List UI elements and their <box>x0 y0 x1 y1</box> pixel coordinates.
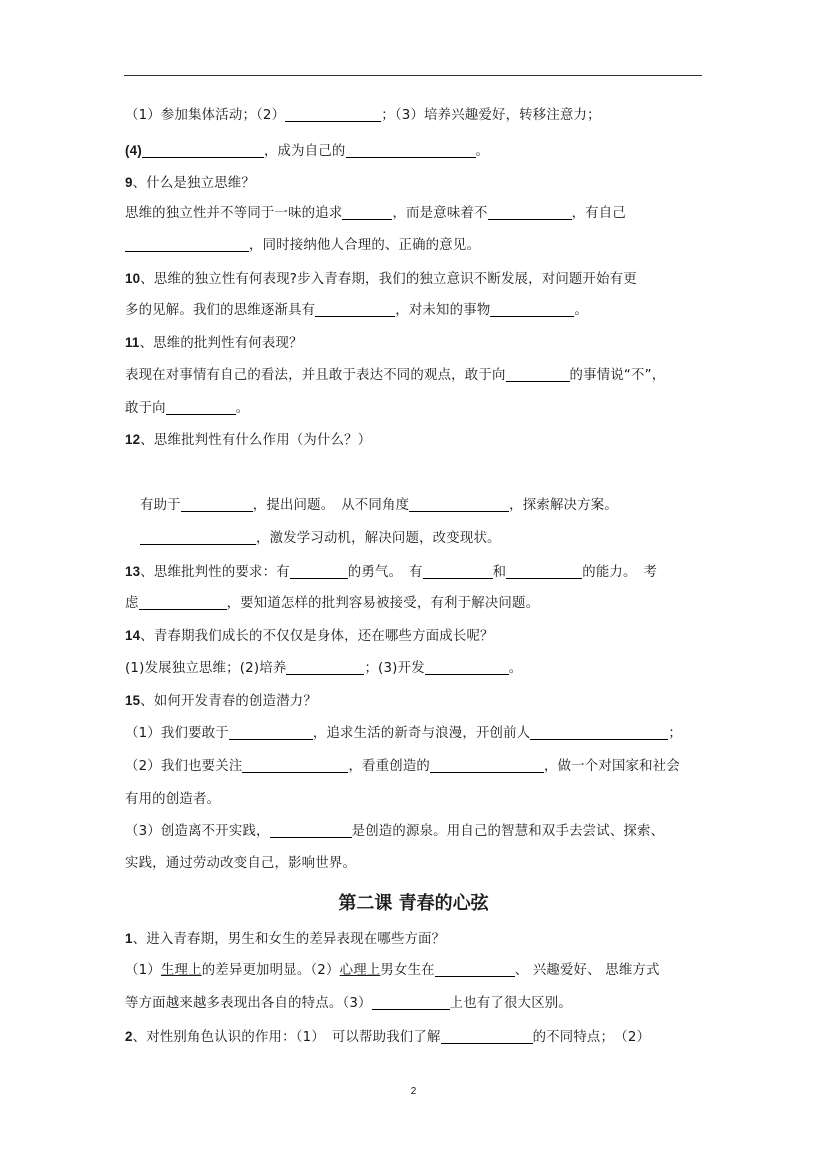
text: 的不同特点； （2） <box>532 1030 651 1045</box>
page-number: 2 <box>410 1086 417 1097</box>
text-line <box>125 660 522 678</box>
text-line <box>125 237 480 255</box>
answer-blank[interactable] <box>346 143 476 158</box>
answer-blank[interactable] <box>229 725 313 740</box>
question-heading <box>125 627 494 646</box>
answer-blank[interactable] <box>125 237 249 252</box>
text: （3）创造离不开实践， <box>125 824 270 839</box>
text: 是创造的源泉。用自己的智慧和双手去尝试、探索、 <box>351 824 665 839</box>
text: 思维的独立性并不等同于一味的追求 <box>125 206 343 221</box>
question-body: 、思维的批判性有何表现？ <box>139 336 303 351</box>
text: ，看重创造的 <box>348 759 430 774</box>
text-line <box>125 855 356 873</box>
text: (1)发展独立思维；(2)培养 <box>125 661 287 676</box>
text: ，激发学习动机，解决问题，改变现状。 <box>256 531 501 546</box>
text: 实践，通过劳动改变自己，影响世界。 <box>125 856 357 871</box>
text: ，探索解决方案。 <box>509 498 618 513</box>
text: 多的见解。我们的思维逐渐具有 <box>125 303 316 318</box>
question-text <box>125 176 255 191</box>
text: ，对未知的事物 <box>395 303 491 318</box>
answer-blank[interactable] <box>181 497 253 512</box>
text: 。 <box>508 661 523 676</box>
text: ，同时接纳他人合理的、正确的意见。 <box>249 238 481 253</box>
answer-blank[interactable] <box>430 758 544 773</box>
question-body: 、什么是独立思维？ <box>132 176 255 191</box>
question-heading <box>125 930 445 949</box>
answer-blank[interactable] <box>285 107 381 122</box>
question-number: 14 <box>125 628 141 643</box>
text-line <box>125 400 249 418</box>
question-text <box>125 336 303 351</box>
answer-blank[interactable] <box>435 962 515 977</box>
question-number: 1 <box>125 931 133 946</box>
item-number: (4) <box>125 143 142 158</box>
answer-blank[interactable] <box>372 995 450 1010</box>
text: ；（3）培养兴趣爱好，转移注意力； <box>381 108 601 123</box>
header-rule <box>124 75 702 76</box>
question-heading <box>125 692 317 711</box>
question-heading <box>125 563 657 582</box>
text: 等方面越来越多表现出各自的特点。（3） <box>125 996 372 1011</box>
question-number: 12 <box>125 432 141 447</box>
answer-blank[interactable] <box>488 205 572 220</box>
question-text <box>125 694 317 709</box>
text: 虑 <box>125 596 139 611</box>
question-heading <box>125 270 637 289</box>
text-line <box>125 142 489 161</box>
answer-blank[interactable] <box>315 302 395 317</box>
answer-blank[interactable] <box>286 660 364 675</box>
text: ，做一个对国家和社会 <box>544 759 680 774</box>
question-heading <box>125 431 371 450</box>
question-text <box>125 272 637 287</box>
answer-blank[interactable] <box>290 564 348 579</box>
answer-blank[interactable] <box>530 725 668 740</box>
text: ；(3)开发 <box>364 661 425 676</box>
text-line <box>125 302 588 320</box>
question-number: 15 <box>125 693 141 708</box>
answer-blank[interactable] <box>423 564 493 579</box>
text-line <box>125 725 682 743</box>
question-heading <box>125 1028 650 1047</box>
question-heading <box>125 334 303 353</box>
question-text <box>125 565 290 580</box>
answer-blank[interactable] <box>409 497 509 512</box>
text-line <box>125 823 664 841</box>
text: 的勇气。 有 <box>347 565 423 580</box>
question-heading <box>125 174 255 193</box>
question-body: 、如何开发青春的创造潜力？ <box>140 694 317 709</box>
text: 表现在对事情有自己的看法，并且敢于表达不同的观点，敢于向 <box>125 368 506 383</box>
question-text <box>125 629 494 644</box>
text: ； <box>668 726 682 741</box>
text: 敢于向 <box>125 401 166 416</box>
text: 有用的创造者。 <box>125 792 221 807</box>
question-text <box>125 1030 441 1045</box>
text: ，成为自己的 <box>263 144 346 159</box>
text: 的能力。 考 <box>582 565 658 580</box>
text-line <box>125 205 626 223</box>
question-text <box>125 433 371 448</box>
text: 的差异更加明显。（2） <box>201 963 340 978</box>
text: 。 <box>235 401 250 416</box>
text: ，有自己 <box>571 206 626 221</box>
answer-blank[interactable] <box>342 205 392 220</box>
question-body: 、思维的独立性有何表现?步入青春期，我们的独立意识不断发展，对问题开始有更 <box>140 272 637 287</box>
text-line <box>125 367 665 385</box>
question-body: 、青春期我们成长的不仅仅是身体，还在哪些方面成长呢？ <box>140 629 494 644</box>
text-line <box>125 758 680 776</box>
question-number: 9 <box>125 175 133 190</box>
answer-blank[interactable] <box>242 758 348 773</box>
question-body: 、进入青春期，男生和女生的差异表现在哪些方面？ <box>132 932 446 947</box>
text: ，要知道怎样的批判容易被接受，有利于解决问题。 <box>226 596 540 611</box>
answer-blank[interactable] <box>425 660 509 675</box>
question-number: 11 <box>125 335 140 350</box>
text: （1）我们要敢于 <box>125 726 229 741</box>
underlined-term: 心理上 <box>339 963 381 978</box>
question-number: 13 <box>125 564 141 579</box>
section-title: 第二课 青春的心弦 <box>338 893 489 914</box>
underlined-term: 生理上 <box>160 963 202 978</box>
text: 、 兴趣爱好、 思维方式 <box>514 963 660 978</box>
text-line <box>140 497 618 515</box>
text: 的事情说“不”， <box>569 368 666 383</box>
text-line <box>125 107 601 125</box>
text: ，提出问题。 从不同角度 <box>252 498 410 513</box>
answer-blank[interactable] <box>140 530 256 545</box>
text: 和 <box>492 565 507 580</box>
answer-blank[interactable] <box>506 367 570 382</box>
answer-blank[interactable] <box>506 564 582 579</box>
question-body: 、思维批判性的要求：有 <box>140 565 290 580</box>
text: （1）参加集体活动；（2） <box>125 108 286 123</box>
answer-blank[interactable] <box>490 302 574 317</box>
text-line <box>125 995 572 1013</box>
text: 男女生在 <box>380 963 435 978</box>
text: （2）我们也要关注 <box>125 759 243 774</box>
question-body: 、对性别角色认识的作用：（1） 可以帮助我们了解 <box>132 1030 441 1045</box>
text-line <box>140 530 501 548</box>
text: （1） <box>125 963 161 978</box>
text: 上也有了很大区别。 <box>449 996 572 1011</box>
question-body: 、思维批判性有什么作用（为什么？） <box>140 433 372 448</box>
question-number: 10 <box>125 271 141 286</box>
text: 。 <box>574 303 589 318</box>
answer-blank[interactable] <box>139 595 227 610</box>
answer-blank[interactable] <box>166 400 236 415</box>
text: ，而是意味着不 <box>392 206 488 221</box>
text-line <box>125 962 660 980</box>
question-text <box>125 932 445 947</box>
answer-blank[interactable] <box>270 823 352 838</box>
text: 有助于 <box>140 498 181 513</box>
text: 。 <box>475 144 490 159</box>
answer-blank[interactable] <box>441 1029 533 1044</box>
question-number: 2 <box>125 1029 133 1044</box>
text-line <box>125 791 220 809</box>
answer-blank[interactable] <box>142 143 264 158</box>
text-line <box>125 595 539 613</box>
text: ，追求生活的新奇与浪漫，开创前人 <box>312 726 531 741</box>
